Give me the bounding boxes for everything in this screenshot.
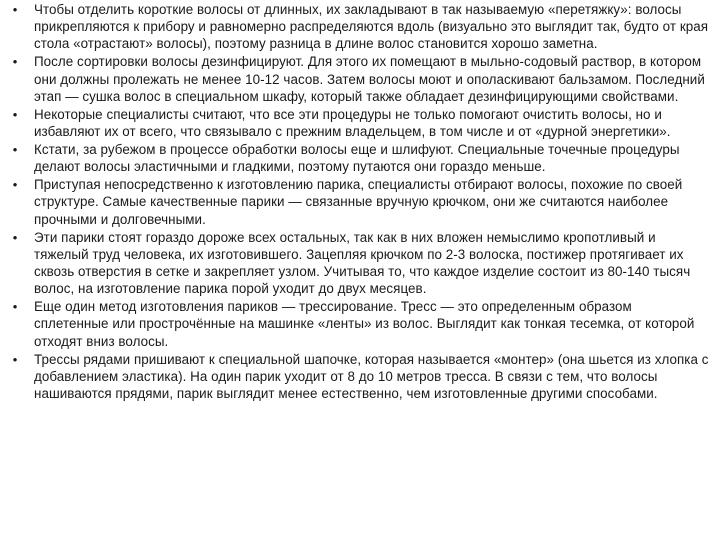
bullet-item	[8, 176, 710, 228]
bullet-text: Трессы рядами пришивают к специальной шапочке, которая называется «монтер» (она шьется из хлопка с добавлением эластика). На один парик уходит от 8 до 10 метров тресса. В связи с тем, что волосы нашиваются прядями, парик выглядит менее естественно, чем изготовленные другими способами.	[34, 351, 709, 402]
bullet-item	[8, 106, 710, 140]
bullet-icon: •	[12, 54, 18, 70]
bullet-icon: •	[12, 2, 18, 17]
bullet-text: Эти парики стоят гораздо дороже всех остальных, так как в них вложен немыслимо кропотливый и тяжелый труд человека, их изготовившего. Зацепляя крючком по 2-3 волоска, постижер протягивает их сквозь отверстия в сетке и закрепляет узлом. Учитывая то, что каждое изделие состоит из 80-140 тысяч волос, на изготовление парика порой уходит до двух месяцев.	[34, 229, 691, 297]
bullet-icon: •	[12, 299, 18, 315]
bullet-item	[8, 298, 710, 350]
bullet-icon: •	[12, 229, 18, 245]
bullet-item	[8, 351, 710, 403]
bullet-icon: •	[12, 351, 18, 367]
bullet-text: Приступая непосредственно к изготовлению парика, специалисты отбирают волосы, похожие по своей структуре. Самые качественные парики — связанные вручную крючком, они же считаются наиболее прочными и долговечными.	[34, 177, 683, 227]
bullet-item	[8, 53, 710, 105]
bullet-text: Кстати, за рубежом в процессе обработки волосы еще и шлифуют. Специальные точечные процедуры делают волосы эластичными и гладкими, поэтому путаются они гораздо меньше.	[34, 142, 680, 175]
bullet-icon: •	[12, 106, 18, 122]
bullet-list	[8, 1, 710, 403]
bullet-text: После сортировки волосы дезинфицируют. Для этого их помещают в мыльно-содовый раствор, в котором они должны пролежать не менее 10-12 часов. Затем волосы моют и ополаскивают бальзамом. Последний этап — сушка волос в специальном шкафу, который также обладает дезинфицирующими свойствами.	[34, 54, 705, 104]
bullet-item	[8, 141, 710, 175]
bullet-item	[8, 229, 710, 298]
bullet-text: Чтобы отделить короткие волосы от длинных, их закладывают в так называемую «перетяжку»: волосы прикрепляются к прибору и равномерно распределяются вдоль (визуально это выглядит так, будто от края стола «отрастают» волосы), поэтому разница в длине волос становится хорошо заметна.	[34, 2, 709, 52]
bullet-icon: •	[12, 142, 18, 158]
bullet-text: Еще один метод изготовления париков — трессирование. Тресс — это определенным образом сплетенные или прострочённые на машинке «ленты» из волос. Выглядит как тонкая тесемка, от которой отходят вниз волосы.	[34, 299, 695, 349]
bullet-item	[8, 1, 710, 53]
bullet-text: Некоторые специалисты считают, что все эти процедуры не только помогают очистить волосы, но и избавляют их от всего, что связывало с прежним владельцем, в том числе и от «дурной энергетики».	[34, 106, 671, 140]
bullet-icon: •	[12, 177, 18, 193]
